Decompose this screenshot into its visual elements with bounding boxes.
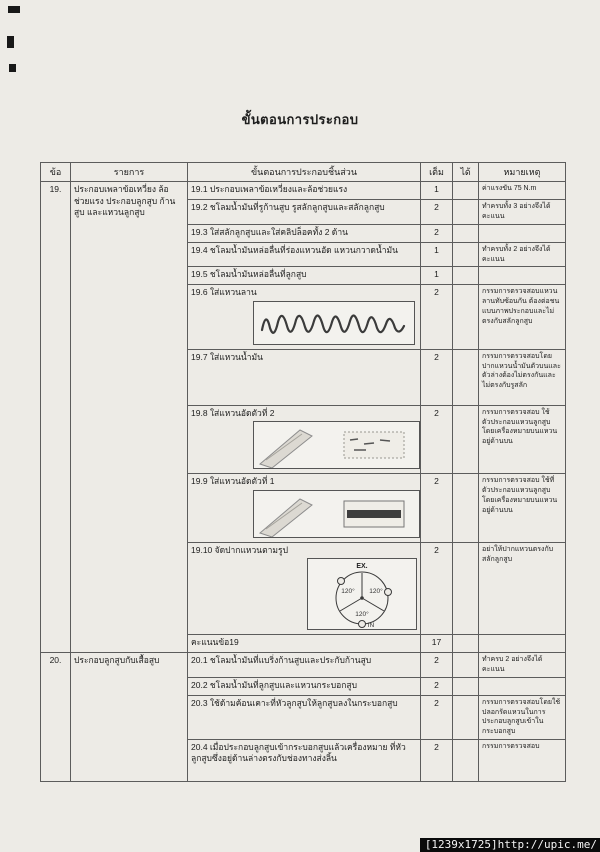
remark-cell: กรรมการตรวจสอบ ใช้ที่ตัวประกอบแหวนลูกสูบโดยเครื่องหมายบนแหวนอยู่ด้านบน [479,474,566,542]
step-text: 19.10 จัดปากแหวนตามรูป [191,544,288,555]
got-score-cell [453,285,479,349]
remark-cell [479,267,566,285]
got-score-cell [453,242,479,267]
ring-gap-angle-bottom: 120° [355,611,369,619]
wavy-expander-ring-figure [253,301,415,345]
step-cell: 19.3 ใส่สลักลูกสูบและใส่คลิปล็อคทั้ง 2 ด้าน [188,224,421,242]
full-score-cell: 2 [421,349,453,405]
full-score-cell: 2 [421,285,453,349]
item19-title: ประกอบเพลาข้อเหวี่ยง ล้อช่วยแรง ประกอบลูกสูบ ก้านสูบ และแหวนลูกสูบ [71,182,188,653]
got-score-cell [453,677,479,695]
header-item: รายการ [71,163,188,182]
remark-cell [479,677,566,695]
header-got-score: ได้ [453,163,479,182]
full-score-cell: 1 [421,267,453,285]
remark-cell: อย่าให้ปากแหวนตรงกับสลักลูกสูบ [479,542,566,634]
full-score-cell: 2 [421,405,453,473]
item20-number: 20. [41,653,71,782]
step-cell: 19.2 ชโลมน้ำมันที่รูก้านสูบ รูสลักลูกสูบและสลักลูกสูบ [188,200,421,225]
got-score-cell [453,267,479,285]
scan-artifact [7,36,14,48]
step-cell: 20.3 ใช้ด้ามค้อนเคาะที่หัวลูกสูบให้ลูกสูบลงในกระบอกสูบ [188,695,421,739]
remark-cell: กรรมการตรวจสอบแหวนลานทับซ้อนกัน ต้องต่อชนแบบภาพประกอบและไม่ตรงกับสลักลูกสูบ [479,285,566,349]
item20-title: ประกอบลูกสูบกับเสื้อสูบ [71,653,188,782]
full-score-cell: 1 [421,242,453,267]
scan-artifact [9,64,16,72]
header-steps: ขั้นตอนการประกอบชิ้นส่วน [188,163,421,182]
got-score-cell [453,653,479,678]
full-score-cell: 2 [421,542,453,634]
got-score-cell [453,224,479,242]
step-cell: 19.7 ใส่แหวนน้ำมัน [188,349,421,405]
compression-ring-figure [253,490,420,538]
full-score-cell: 1 [421,182,453,200]
assembly-steps-table [40,162,566,782]
remark-cell: ทำครบทั้ง 3 อย่างจึงได้คะแนน [479,200,566,225]
remark-cell: ค่าแรงขัน 75 N.m [479,182,566,200]
step-cell [188,285,421,349]
step-cell: 20.1 ชโลมน้ำมันที่แบริ่งก้านสูบและประกับก้านสูบ [188,653,421,678]
item19-number: 19. [41,182,71,653]
full-score-cell: 2 [421,200,453,225]
full-score-cell: 2 [421,677,453,695]
watermark-bar [420,838,600,852]
got-score-cell [453,542,479,634]
remark-cell [479,224,566,242]
remark-cell: กรรมการตรวจสอบ [479,739,566,781]
step-cell [188,542,421,634]
full-score-cell: 2 [421,224,453,242]
remark-cell [479,635,566,653]
step-cell [188,474,421,542]
got-score-cell [453,182,479,200]
remark-cell: กรรมการตรวจสอบโดยปากแหวนน้ำมันตัวบนและตัวล่างต้องไม่ตรงกันและไม่ตรงกับรูสลัก [479,349,566,405]
step-text: 19.6 ใส่แหวนลาน [191,287,257,298]
full-score-cell: 2 [421,695,453,739]
got-score-cell [453,349,479,405]
step-cell: 20.4 เมื่อประกอบลูกสูบเข้ากระบอกสูบแล้วเครื่องหมาย ที่หัวลูกสูบซึ่งอยู่ด้านล่างตรงกับช่องทางส่งลิ้น [188,739,421,781]
header-remark: หมายเหตุ [479,163,566,182]
step-cell: 20.2 ชโลมน้ำมันที่ลูกสูบและแหวนกระบอกสูบ [188,677,421,695]
ring-gap-angle-right: 120° [369,588,383,596]
watermark-text: [1239x1725]http://upic.me/ [424,838,597,851]
header-full-score: เต็ม [421,163,453,182]
step-cell: 19.4 ชโลมน้ำมันหล่อลื่นที่ร่องแหวนอัด แหวนกวาดน้ำมัน [188,242,421,267]
got-score-cell [453,695,479,739]
score-got-cell [453,635,479,653]
step-cell: 19.5 ชโลมน้ำมันหล่อลื่นที่ลูกสูบ [188,267,421,285]
full-score-cell: 2 [421,653,453,678]
remark-cell: กรรมการตรวจสอบ ใช้ตัวประกอบแหวนลูกสูบ โดยเครื่องหมายบนแหวนอยู่ด้านบน [479,405,566,473]
ring-gap-position-diagram [307,558,417,630]
got-score-cell [453,200,479,225]
score-full-cell: 17 [421,635,453,653]
step-cell [188,405,421,473]
full-score-cell: 2 [421,474,453,542]
step-text: 19.9 ใส่แหวนอัดตัวที่ 1 [191,476,275,487]
remark-cell: ทำครบ 2 อย่างจึงได้คะแนน [479,653,566,678]
score-label: คะแนนข้อ19 [188,635,421,653]
table-header-row [41,163,566,182]
table-row [41,182,566,200]
ring-install-tool-figure [253,421,420,469]
got-score-cell [453,474,479,542]
table-row [41,653,566,678]
remark-cell: ทำครบทั้ง 2 อย่างจึงได้คะแนน [479,242,566,267]
header-no: ข้อ [41,163,71,182]
step-cell: 19.1 ประกอบเพลาข้อเหวี่ยงและล้อช่วยแรง [188,182,421,200]
got-score-cell [453,405,479,473]
scan-artifact [8,6,20,13]
got-score-cell [453,739,479,781]
remark-cell: กรรมการตรวจสอบโดยใช้ปลอกรัดแหวนในการประกอบลูกสูบเข้าในกระบอกสูบ [479,695,566,739]
ring-gap-bottom-label: IN [367,622,375,630]
ring-gap-top-label: EX. [356,563,368,571]
step-text: 19.8 ใส่แหวนอัดตัวที่ 2 [191,407,275,418]
full-score-cell: 2 [421,739,453,781]
page-title: ขั้นตอนการประกอบ [241,112,359,127]
ring-gap-angle-left: 120° [341,588,355,596]
